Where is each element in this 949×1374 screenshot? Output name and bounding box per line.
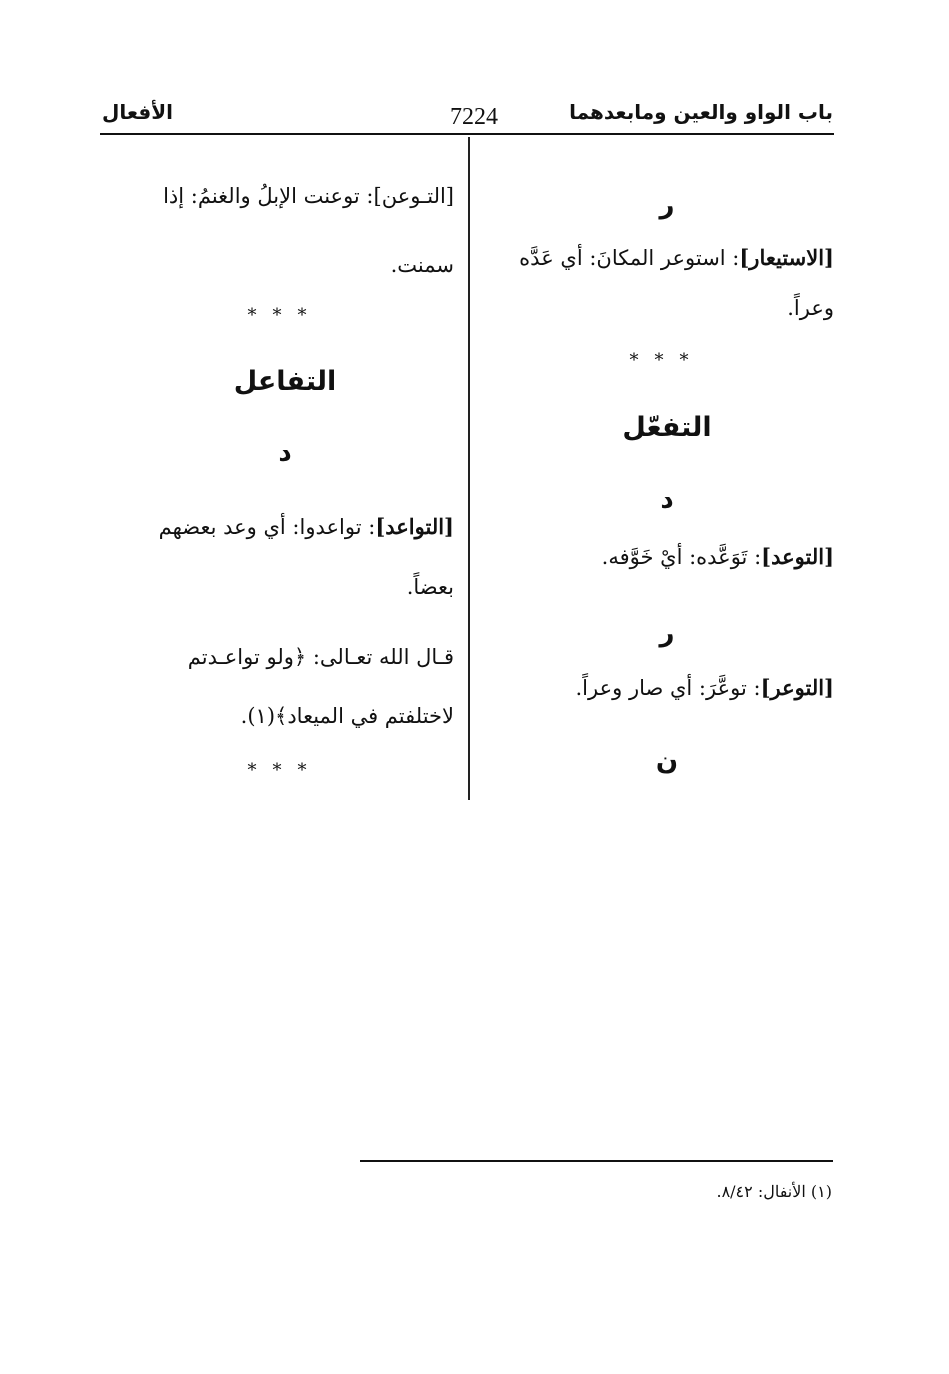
entry-text: : توعَّرَ: أي صار وعراً.: [575, 676, 761, 700]
entry-text: : توعنت الإبلُ والغنمُ: إذا: [163, 184, 374, 208]
letter-heading-r: ر: [659, 190, 675, 220]
entry-text: : تَوَعَّده: أيْ خَوَّفه.: [601, 545, 762, 569]
separator-stars: ***: [247, 305, 323, 326]
page-number: 7224: [450, 104, 498, 130]
entry-istiar-cont: وعراً.: [787, 296, 834, 320]
letter-heading-n: ن: [655, 746, 679, 776]
letter-heading-d: د: [278, 438, 292, 468]
column-divider: [468, 137, 470, 800]
entry-term: [التواعد]: [375, 514, 454, 539]
entry-text: : تواعدوا: أي وعد بعضهم: [158, 515, 376, 539]
entry-tawaad-cont: بعضاً.: [406, 575, 454, 599]
entry-istiar: [519, 247, 834, 269]
footnote-rule: [360, 1160, 833, 1162]
section-title-tafaaul: التفاعل: [233, 366, 337, 397]
entry-tawaur: [576, 677, 835, 699]
letter-heading-r: ر: [659, 618, 675, 648]
header-rule: [100, 133, 834, 135]
separator-stars: ***: [629, 350, 705, 371]
running-header-right: باب الواو والعين ومابعدهما: [569, 100, 833, 124]
entry-tawaun: [163, 186, 454, 207]
entry-term: [التـوعن]: [373, 184, 454, 208]
running-header-left: الأفعال: [102, 100, 173, 124]
entry-tawaad: [159, 516, 454, 538]
entry-tawaud: [602, 546, 834, 568]
entry-term: [التوعد]: [761, 544, 834, 569]
entry-text: : استوعر المكانَ: أي عَدَّه: [519, 246, 740, 270]
entry-tawaun-cont: سمنت.: [390, 253, 454, 277]
entry-term: [التوعر]: [760, 675, 834, 700]
entry-term: [الاستيعار]: [739, 245, 834, 270]
separator-stars: ***: [247, 760, 323, 781]
footnote: (١) الأنفال: ٨/٤٢.: [716, 1182, 832, 1201]
letter-heading-d: د: [660, 485, 674, 515]
section-title-tafaul: التفعّل: [622, 412, 712, 443]
quran-quote-line2: لاختلفتم في الميعاد﴾(١).: [240, 704, 454, 728]
quran-quote-line1: قـال الله تعـالى: ﴿ولو تواعـدتم: [187, 645, 454, 669]
